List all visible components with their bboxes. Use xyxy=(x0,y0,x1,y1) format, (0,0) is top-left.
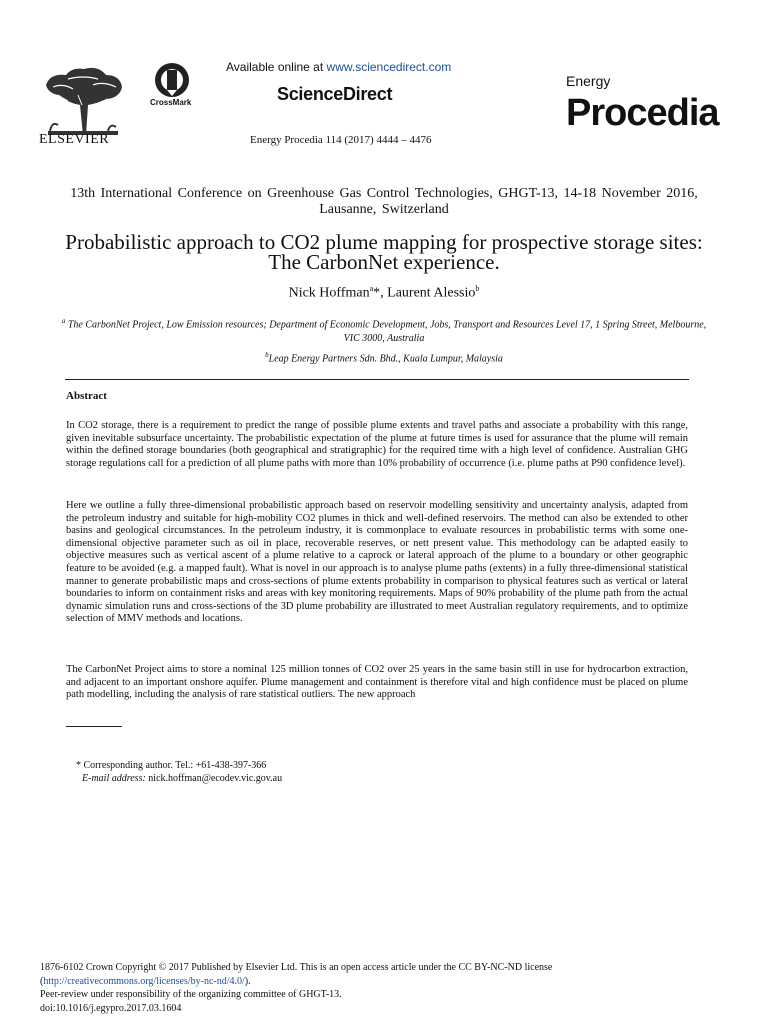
sciencedirect-link[interactable]: www.sciencedirect.com xyxy=(326,60,452,74)
divider xyxy=(65,379,689,380)
footnote-divider xyxy=(66,726,122,727)
paper-title: Probabilistic approach to CO2 plume mapping for prospective storage sites: The CarbonNet experience. xyxy=(65,230,703,274)
journal-logo-small: Energy xyxy=(566,73,611,89)
journal-reference: Energy Procedia 114 (2017) 4444 – 4476 xyxy=(250,134,432,146)
doi-line[interactable]: doi:10.1016/j.egypro.2017.03.1604 xyxy=(40,1002,182,1014)
conference-line: 13th International Conference on Greenhouse Gas Control Technologies, GHGT-13, 14-18 November 2016, Lausanne, Switzerland xyxy=(70,186,698,217)
sciencedirect-brand: ScienceDirect xyxy=(277,84,393,104)
affiliation-b: $^b$Leap Energy Partners Sdn. Bhd., Kuala Lumpur, Malaysia xyxy=(265,351,503,365)
abstract-paragraph: In CO2 storage, there is a requirement to predict the range of possible plume extents and travel paths and associate a probability with this range, given inevitable subsurface uncertainty. The probabilistic expectation of the plume at future times is used for assurance that the plume will remain within the defined storage boundaries (both geographical and stratigraphic) for the required time with a high level of confidence. Australian GHG storage regulations call for a prediction of all plume paths with more than 10% probability of occurrence (i.e. plume paths at P90 confidence level). xyxy=(66,420,688,469)
abstract-paragraph: The CarbonNet Project aims to store a nominal 125 million tonnes of CO2 over 25 years in the same basin still in use for hydrocarbon extraction, and adjacent to an important onshore aquifer. Plume management and containment is therefore vital and high confidence must be placed on plume path modelling, including the analysis of rare statistical outliers. The new approach xyxy=(66,664,688,701)
author-list: Nick Hoffman$^a$*, Laurent Alessio$^b$ xyxy=(288,284,480,301)
author-name: Laurent Alessio xyxy=(387,285,476,301)
license-link[interactable]: http://creativecommons.org/licenses/by-nc-nd/4.0/ xyxy=(43,975,245,987)
abstract-paragraph: Here we outline a fully three-dimensional probabilistic approach based on reservoir modelling sensitivity and uncertainty analysis, adapted from the petroleum industry and suitable for high-mobility CO2 plumes in thick and well-defined reservoirs. The method can also be extended to other basins and geological circumstances. In the petroleum industry, it is commonplace to evaluate resources in probabilistic terms with some one-dimensional objective parameter such as oil in place, recoverable reserves, or nett present value. This methodology can be adapted easily to objective measures such as vertical ascent of a plume relative to a caprock or lateral approach of the plume to a boundary or other geographic feature to be avoided (e.g. a mapped fault). What is novel in our approach is to analyse plume paths (extents) in a fully three-dimensional statistical manner to generate probabilistic maps and cross-sections of plume extents probability in comparison to physical features such as vertical or lateral boundaries to inform on containment risks and areas with key monitoring requirements. Maps of 90% probability of the plume path from the actual dynamic simulation runs and cross-sections of the 3D plume probability are illustrated to meet Australian regulatory requirements, and to optimize selection of MMV methods and locations. xyxy=(66,500,688,625)
email-note: E-mail address: nick.hoffman@ecodev.vic.gov.au xyxy=(82,773,283,784)
license-line: (http://creativecommons.org/licenses/by-nc-nd/4.0/). xyxy=(40,975,251,987)
affiliation-a: $^a$ The CarbonNet Project, Low Emission resources; Department of Economic Development, Jobs, Transport and Resources Level 17, 1 Spring Street, Melbourne, VIC 3000, Australia xyxy=(61,317,707,345)
author-name: Nick Hoffman xyxy=(288,285,370,301)
copyright-line: 1876-6102 Crown Copyright © 2017 Published by Elsevier Ltd. This is an open access article under the CC BY-NC-ND license xyxy=(40,962,553,973)
peer-review-line: Peer-review under responsibility of the organizing committee of GHGT-13. xyxy=(40,989,342,1000)
corresponding-author-note: * Corresponding author. Tel.: +61-438-397-366 xyxy=(76,760,267,771)
email-address[interactable]: nick.hoffman@ecodev.vic.gov.au xyxy=(145,773,283,784)
publisher-name: ELSEVIER xyxy=(39,132,110,147)
available-online: Available online at www.sciencedirect.com xyxy=(226,60,452,74)
abstract-heading: Abstract xyxy=(66,390,107,402)
journal-logo-big: Procedia xyxy=(566,92,719,134)
copyright-block xyxy=(40,961,740,1015)
crossmark-label: CrossMark xyxy=(150,98,192,107)
